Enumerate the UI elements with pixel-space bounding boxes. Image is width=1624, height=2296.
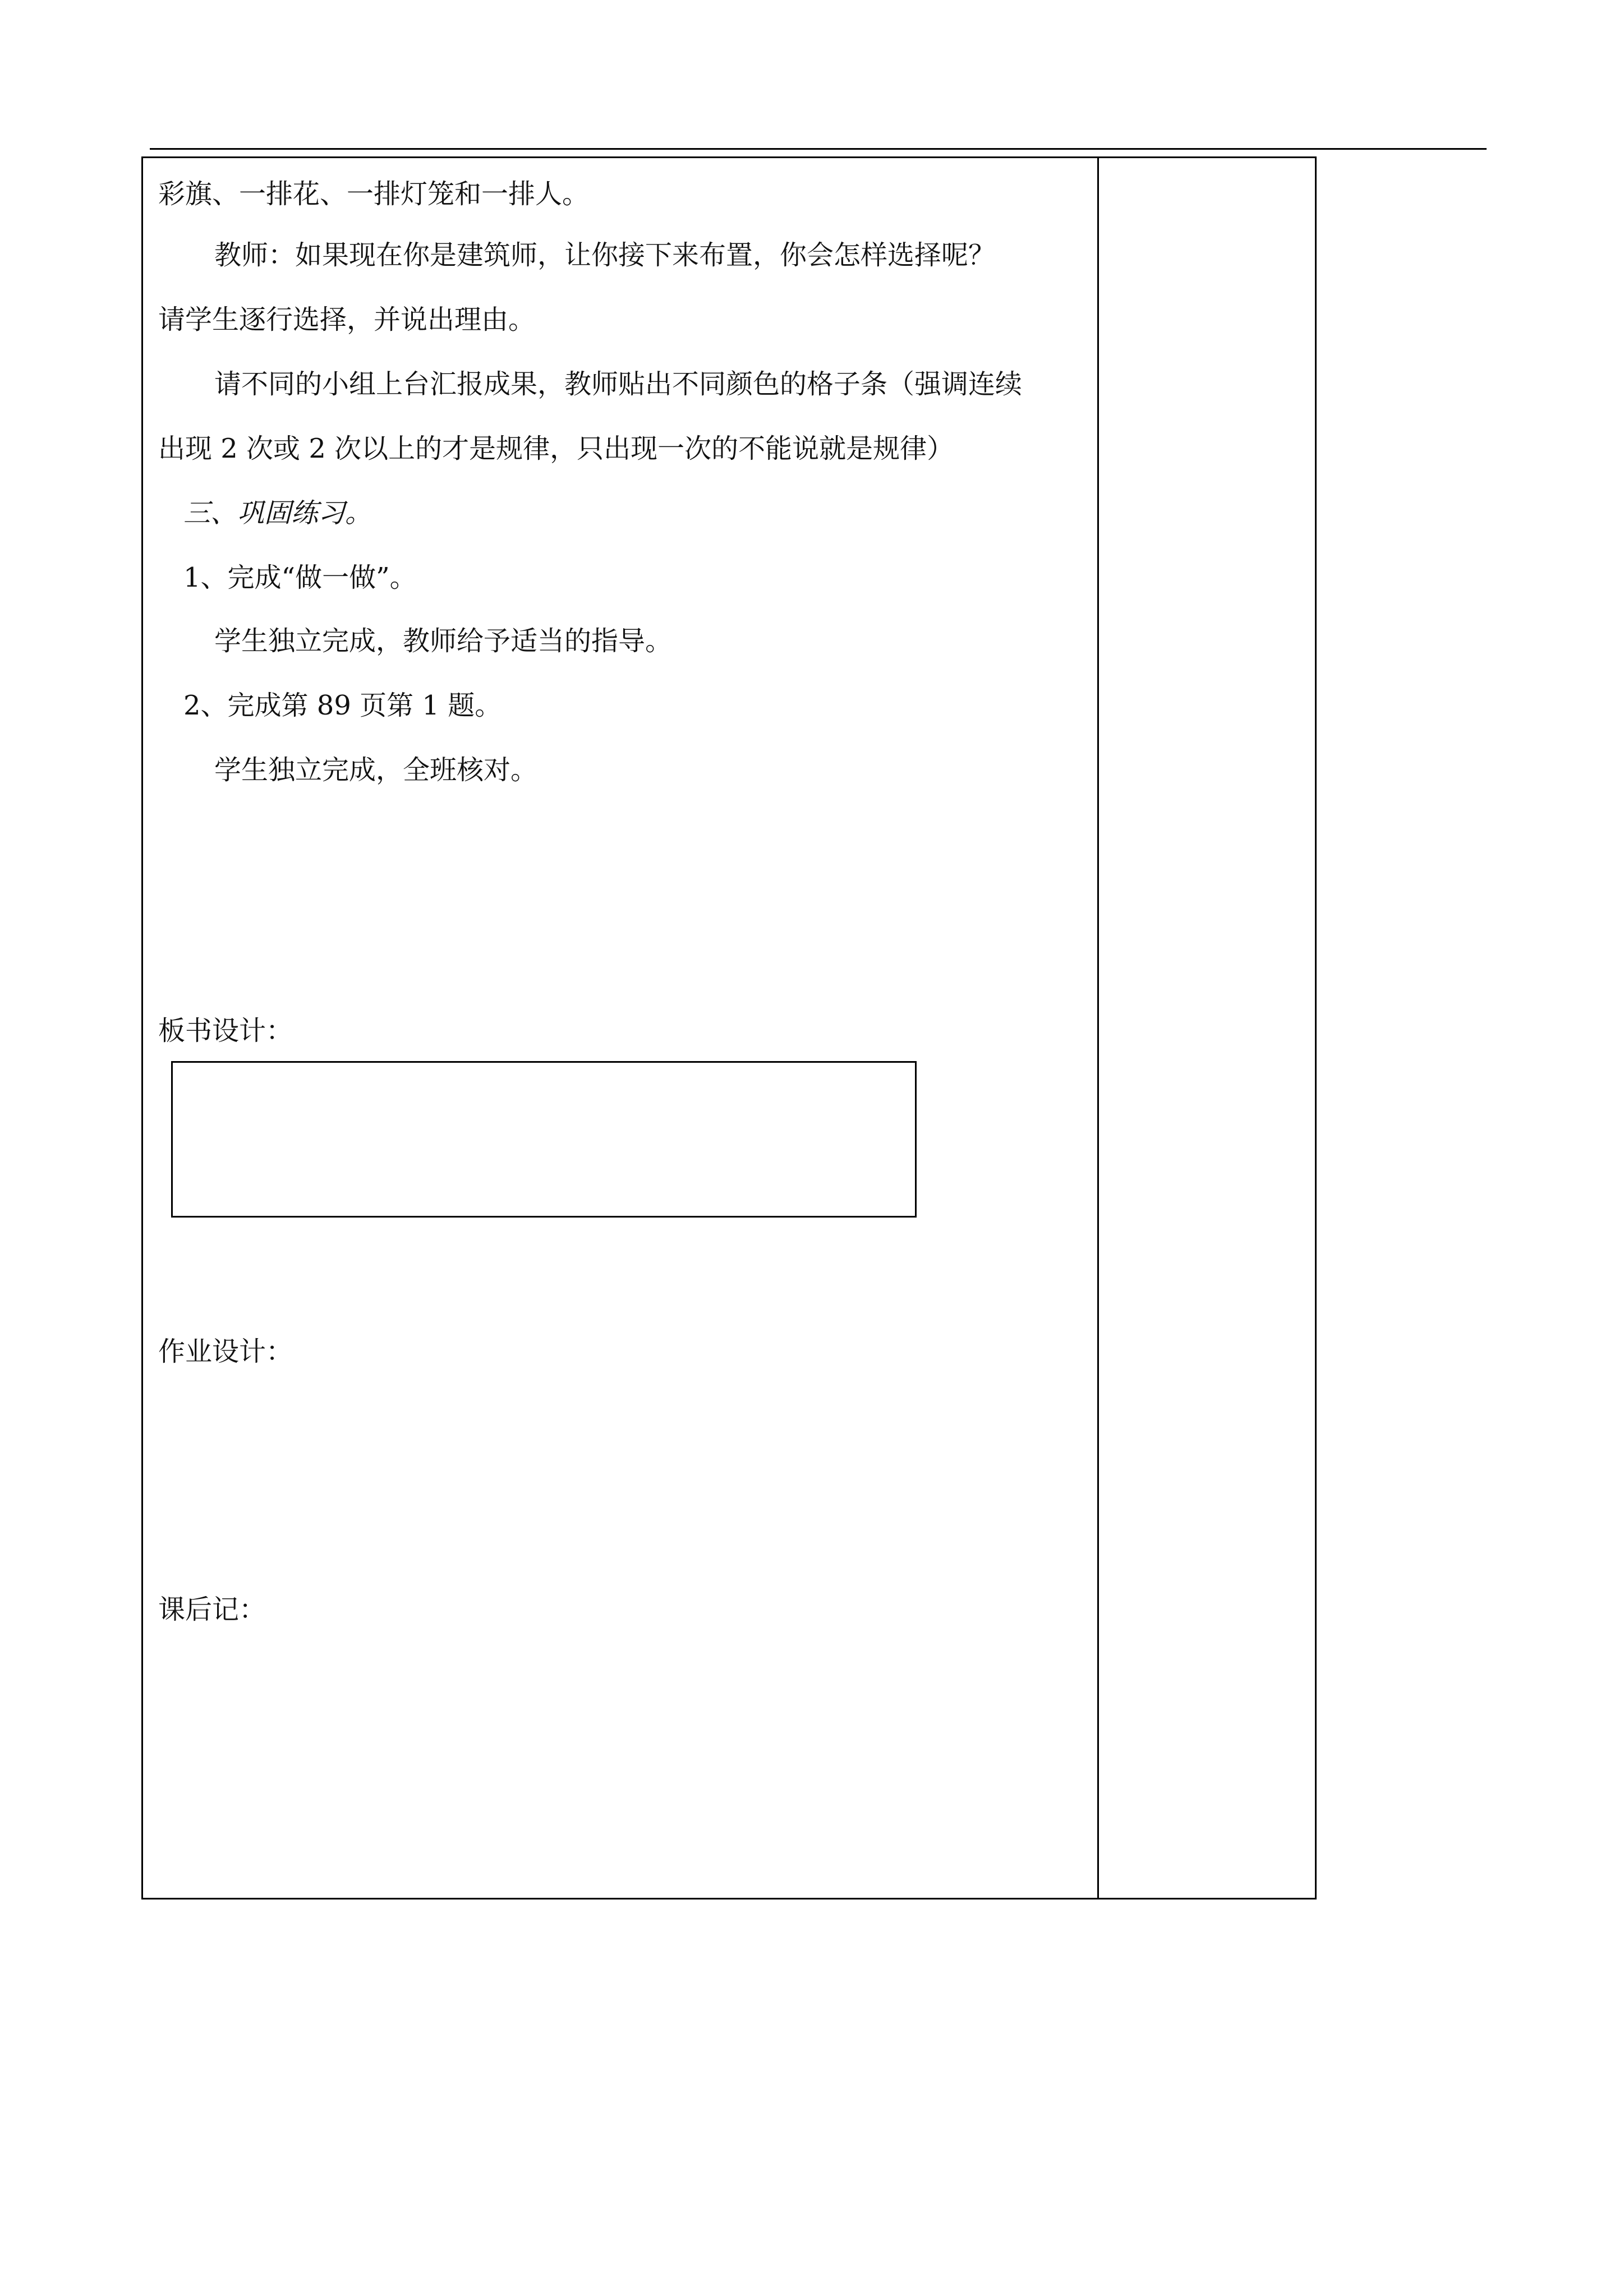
text-line-1: 彩旗、一排花、一排灯笼和一排人。 — [158, 178, 590, 210]
homework-design-label: 作业设计： — [158, 1336, 293, 1367]
lesson-plan-table — [141, 156, 1317, 1899]
text-line-2: 教师：如果现在你是建筑师，让你接下来布置，你会怎样选择呢？ — [214, 239, 996, 271]
text-line-5: 出现 2 次或 2 次以上的才是规律，只出现一次的不能说就是规律） — [158, 433, 954, 464]
board-design-label: 板书设计： — [158, 1015, 293, 1046]
header-rule — [150, 148, 1487, 150]
text-line-8: 学生独立完成，教师给予适当的指导。 — [214, 625, 673, 657]
after-class-notes-label: 课后记： — [158, 1594, 266, 1625]
column-divider — [1097, 158, 1099, 1898]
text-line-7: 1、完成“做一做”。 — [183, 562, 417, 593]
text-line-10: 学生独立完成，全班核对。 — [214, 754, 538, 786]
text-line-9: 2、完成第 89 页第 1 题。 — [183, 690, 502, 721]
text-line-4: 请不同的小组上台汇报成果，教师贴出不同颜色的格子条（强调连续 — [214, 368, 1023, 400]
text-line-3: 请学生逐行选择，并说出理由。 — [158, 304, 536, 335]
board-design-box — [171, 1061, 917, 1218]
section-heading-practice: 三、巩固练习。 — [183, 497, 372, 529]
